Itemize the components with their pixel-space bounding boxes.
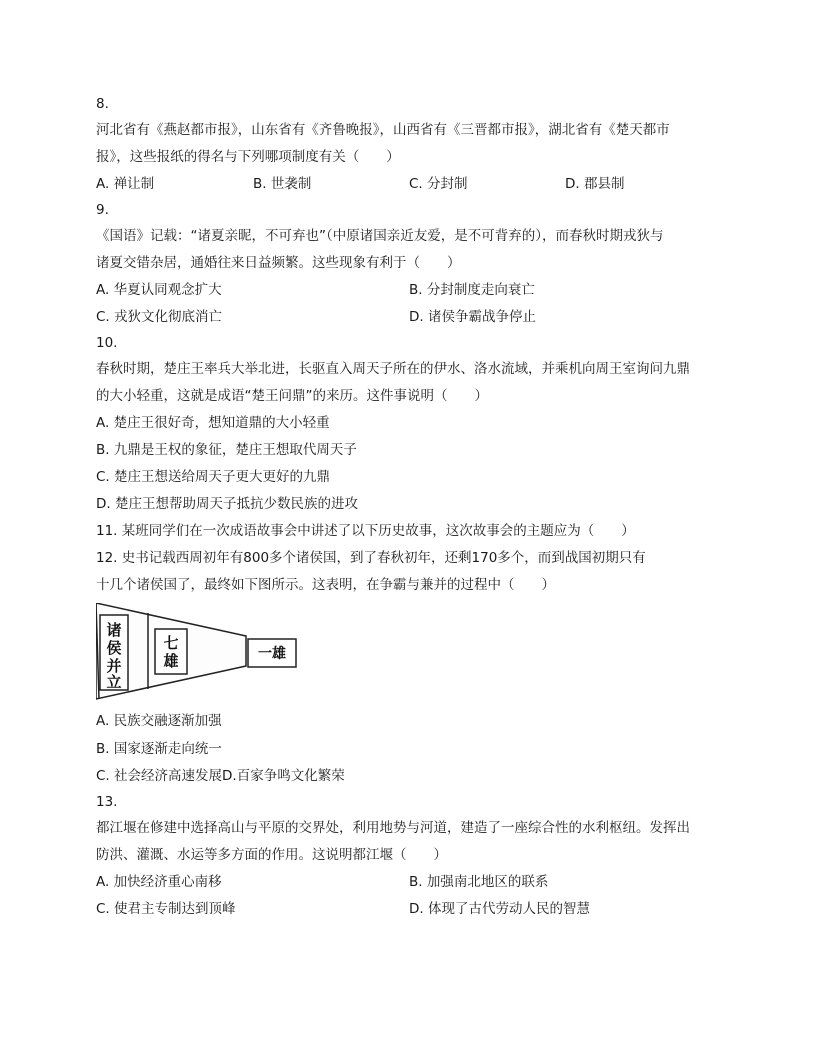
box-zhuhou-char-4: 立 [106,673,122,691]
q9-stem-line2: 诸夏交错杂居，通婚往来日益频繁。这些现象有利于（ ） [96,255,461,271]
q8-option-d: D. 郡县制 [565,176,625,192]
q8-stem-line1: 河北省有《燕赵都市报》，山东省有《齐鲁晚报》，山西省有《三晋都市报》，湖北省有《楚天都市 [96,122,670,138]
q10-option-c: C. 楚庄王想送给周天子更大更好的九鼎 [96,469,331,485]
q9-option-d: D. 诸侯争霸战争停止 [409,309,536,325]
funnel-diagram [96,603,302,700]
q13-number: 13. [96,794,118,810]
q10-stem-line2: 的大小轻重，这就是成语“楚王问鼎”的来历。这件事说明（ ） [96,388,488,404]
q11-stem: 11. 某班同学们在一次成语故事会中讲述了以下历史故事，这次故事会的主题应为（ ） [96,523,635,539]
q13-option-c: C. 使君主专制达到顶峰 [96,901,236,917]
q13-option-d: D. 体现了古代劳动人民的智慧 [409,901,590,917]
box-yixiong-label: 一雄 [258,646,286,662]
box-qixiong-char-2: 雄 [163,652,179,670]
q13-stem-line1: 都江堰在修建中选择高山与平原的交界处，利用地势与河道，建造了一座综合性的水利枢纽。发挥出 [96,820,690,836]
q9-option-c: C. 戎狄文化彻底消亡 [96,309,223,325]
q12-option-c-d: C. 社会经济高速发展D.百家争鸣文化繁荣 [96,768,345,784]
q13-option-a: A. 加快经济重心南移 [96,874,222,890]
q8-number: 8. [96,96,109,112]
q13-stem-line2: 防洪、灌溉、水运等多方面的作用。这说明都江堰（ ） [96,847,447,863]
q8-option-a: A. 禅让制 [96,176,155,192]
q9-stem-line1: 《国语》记载：“诸夏亲昵，不可弃也”（中原诸国亲近友爱，是不可背弃的），而春秋时期戎狄与 [96,228,664,244]
box-zhuhou-char-1: 诸 [106,621,122,639]
q12-option-b: B. 国家逐渐走向统一 [96,741,222,757]
q10-option-b: B. 九鼎是王权的象征，楚庄王想取代周天子 [96,442,357,458]
q13-option-b: B. 加强南北地区的联系 [409,874,549,890]
q8-stem-line2: 报》，这些报纸的得名与下列哪项制度有关（ ） [96,149,400,165]
q10-number: 10. [96,335,118,351]
q8-option-c: C. 分封制 [409,176,468,192]
box-qixiong-char-1: 七 [163,634,179,652]
box-zhuhou-char-2: 侯 [106,639,122,657]
q10-option-a: A. 楚庄王很好奇，想知道鼎的大小轻重 [96,415,330,431]
q12-option-a: A. 民族交融逐渐加强 [96,713,222,729]
box-zhuhou-char-3: 并 [106,657,122,675]
q10-stem-line1: 春秋时期，楚庄王率兵大举北进，长驱直入周天子所在的伊水、洛水流域，并乘机向周王室询问九鼎 [96,361,690,377]
q10-option-d: D. 楚庄王想帮助周天子抵抗少数民族的进攻 [96,496,358,512]
q9-number: 9. [96,202,109,218]
q9-option-a: A. 华夏认同观念扩大 [96,282,222,298]
q12-stem-line1: 12. 史书记载西周初年有800多个诸侯国，到了春秋初年，还剩170多个，而到战国初期只有 [96,550,646,566]
q9-option-b: B. 分封制度走向衰亡 [409,282,535,298]
q12-stem-line2: 十几个诸侯国了，最终如下图所示。这表明，在争霸与兼并的过程中（ ） [96,577,555,593]
q8-option-b: B. 世袭制 [253,176,312,192]
